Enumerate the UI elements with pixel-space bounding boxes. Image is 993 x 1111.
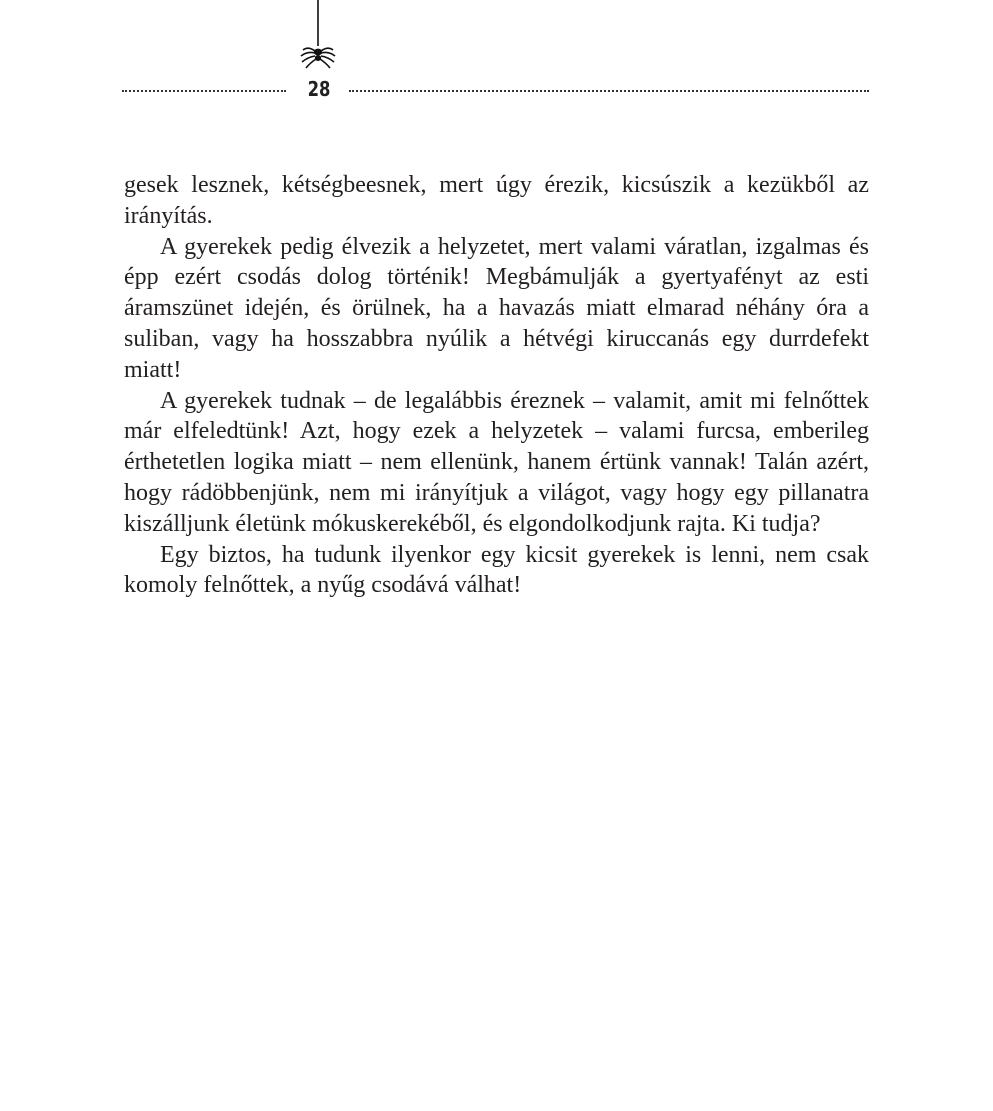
page-header	[0, 0, 993, 110]
spider-icon	[298, 0, 338, 72]
body-text	[124, 170, 869, 601]
header-rule-left	[122, 90, 286, 92]
paragraph: A gyerekek pedig élvezik a helyzetet, mert valami váratlan, izgalmas és épp ezért csodás dolog történik! Megbámulják a gyertyafényt az esti áramszünet idején, és örülnek, ha a havazás miatt elmarad néhány óra a suliban, vagy ha hosszabbra nyúlik a hétvégi kiruccanás egy durrdefekt miatt!	[124, 233, 869, 383]
paragraph: A gyerekek tudnak – de legalábbis éreznek – valamit, amit mi felnőttek már elfeledtünk! Azt, hogy ezek a helyzetek – valami furcsa, emberileg érthetetlen logika miatt – nem ellenünk, hanem értünk vannak! Talán azért, hogy rádöbbenjünk, nem mi irányítjuk a világot, vagy hogy egy pillanatra kiszálljunk életünk mókuskerekéből, és elgondolkodjunk rajta. Ki tudja?	[124, 387, 869, 537]
paragraph: gesek lesznek, kétségbeesnek, mert úgy érezik, kicsúszik a kezükből az irányítás.	[124, 172, 869, 229]
paragraph: Egy biztos, ha tudunk ilyenkor egy kicsit gyerekek is lenni, nem csak komoly felnőttek, a nyűg csodává válhat!	[124, 541, 869, 599]
page-number: 28	[307, 77, 331, 101]
header-rule-right	[349, 90, 869, 92]
